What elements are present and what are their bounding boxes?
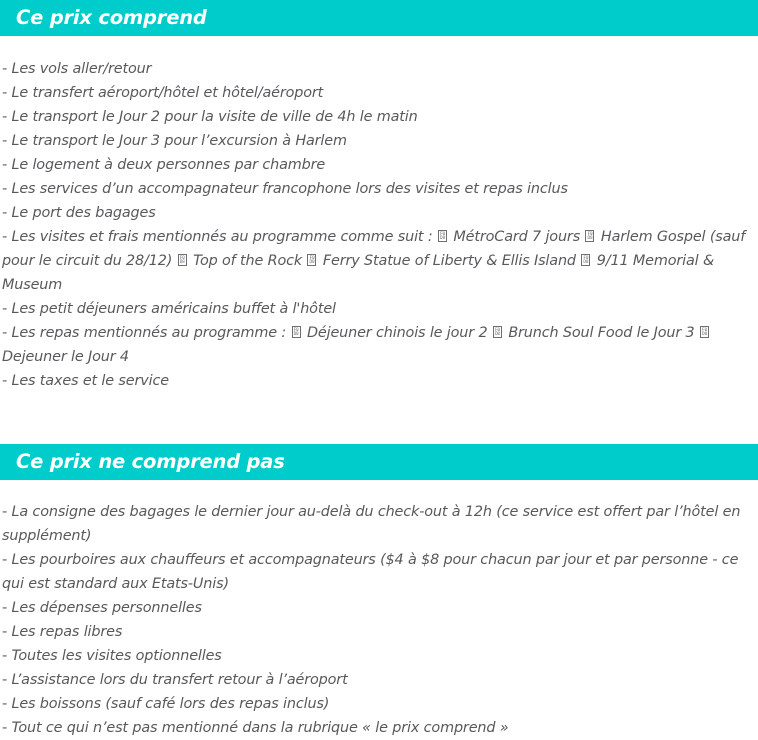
section-not-included (0, 444, 758, 740)
list-item: - Le logement à deux personnes par chambre (2, 157, 326, 173)
list-item: - Les petit déjeuners américains buffet à l'hôtel (2, 301, 336, 317)
missing-glyph-bullet-icon: F0 D8 (493, 326, 502, 338)
list-item: - Le transport le Jour 3 pour l’excursion à Harlem (2, 133, 347, 149)
list-item: - Le port des bagages (2, 205, 156, 221)
list-item: - La consigne des bagages le dernier jour au-delà du check-out à 12h (ce service est offert par l’hôtel en supplément) (2, 504, 741, 544)
list-item: - Les visites et frais mentionnés au programme comme suit : F0 D8 MétroCard 7 jours F0 D8 Harlem Gospel (sauf pour le circuit du 28/12) F0 D8 Top of the Rock F0 D8 Ferry Statue of Liberty & Ellis Island F0 D8 9/11 Memorial & Museum (2, 229, 746, 293)
section-included-body (0, 57, 758, 393)
missing-glyph-bullet-icon: F0 D8 (700, 326, 709, 338)
section-not-included-banner (0, 444, 758, 480)
list-item: - Tout ce qui n’est pas mentionné dans la rubrique « le prix comprend » (2, 720, 509, 736)
list-item: - Le transport le Jour 2 pour la visite de ville de 4h le matin (2, 109, 418, 125)
missing-glyph-bullet-icon: F0 D8 (292, 326, 301, 338)
missing-glyph-bullet-icon: F0 D8 (581, 254, 590, 266)
section-included-title: Ce prix comprend (16, 6, 207, 30)
list-item: - Les pourboires aux chauffeurs et accompagnateurs ($4 à $8 pour chacun par jour et par personne - ce qui est standard aux Etats-Unis) (2, 552, 739, 592)
list-item: - Les repas mentionnés au programme : F0 D8 Déjeuner chinois le jour 2 F0 D8 Brunch Soul Food le Jour 3 F0 D8 Dejeuner le Jour 4 (0, 321, 758, 369)
list-item: - Toutes les visites optionnelles (2, 648, 222, 664)
section-not-included-body (0, 500, 758, 740)
list-item: - Les taxes et le service (2, 373, 169, 389)
missing-glyph-bullet-icon: F0 D8 (307, 254, 316, 266)
list-item: - Les services d’un accompagnateur francophone lors des visites et repas inclus (2, 181, 568, 197)
section-included-banner (0, 0, 758, 36)
section-spacer (0, 393, 758, 444)
missing-glyph-bullet-icon: F0 D8 (438, 230, 447, 242)
section-not-included-title: Ce prix ne comprend pas (16, 450, 285, 474)
missing-glyph-bullet-icon: F0 D8 (178, 254, 187, 266)
list-item: - Les vols aller/retour (2, 61, 152, 77)
missing-glyph-bullet-icon: F0 D8 (585, 230, 594, 242)
list-item: - Le transfert aéroport/hôtel et hôtel/aéroport (2, 85, 324, 101)
list-item: - Les repas libres (2, 624, 123, 640)
list-item: - Les boissons (sauf café lors des repas inclus) (2, 696, 330, 712)
spacer (0, 36, 758, 57)
spacer (0, 480, 758, 500)
list-item: - Les dépenses personnelles (2, 600, 202, 616)
list-item: - L’assistance lors du transfert retour à l’aéroport (2, 672, 348, 688)
